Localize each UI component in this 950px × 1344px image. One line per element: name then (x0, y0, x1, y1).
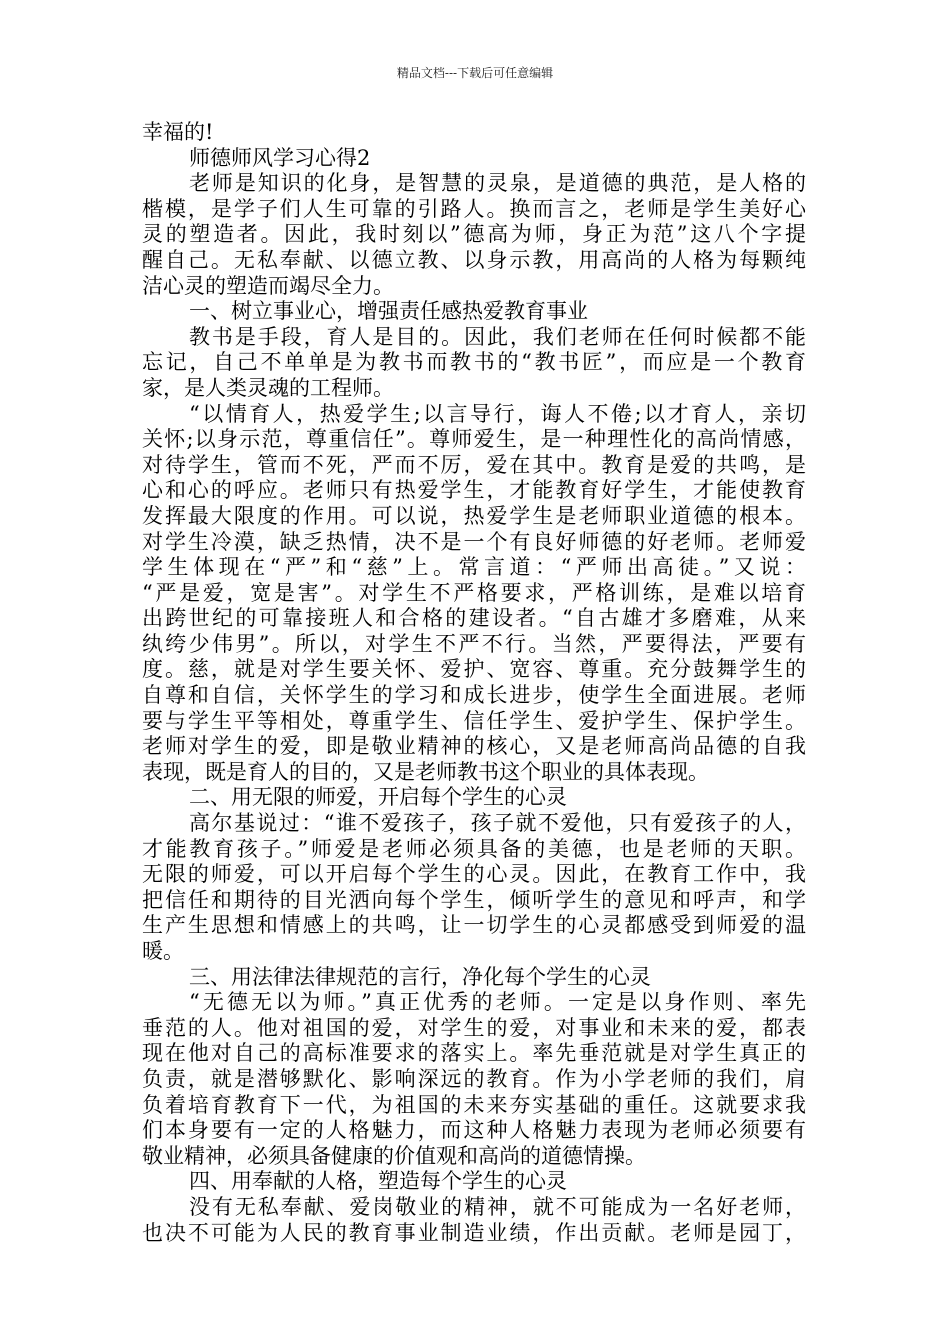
text-line: 把信任和期待的目光洒向每个学生，倾听学生的意见和呼声，和学 (142, 887, 806, 912)
text-line: 洁心灵的塑造而竭尽全力。 (142, 273, 394, 298)
text-line: 也决不可能为人民的教育事业制造业绩，作出贡献。老师是园丁， (142, 1220, 806, 1245)
text-line: 自尊和自信，关怀学生的学习和成长进步，使学生全面进展。老师 (142, 683, 806, 708)
document-body (142, 120, 806, 1246)
text-line: 暖。 (142, 939, 184, 963)
text-line: 发挥最大限度的作用。可以说，热爱学生是老师职业道德的根本。 (142, 503, 806, 528)
text-line: 负责，就是潜够默化、影响深远的教育。作为小学老师的我们，肩 (142, 1066, 806, 1091)
text-line: 教书是手段，育人是目的。因此，我们老师在任何时候都不能 (189, 324, 806, 349)
text-line: 负着培育教育下一代，为祖国的未来夯实基础的重任。这就要求我 (142, 1092, 806, 1117)
section-heading: 四、用奉献的人格，塑造每个学生的心灵 (189, 1169, 567, 1194)
text-line: 纨绔少伟男”。所以，对学生不严不行。当然，严要得法，严要有 (142, 631, 806, 656)
text-line: 学生体现在“严”和“慈”上。常言道：“严师出高徒。”又说： (142, 555, 806, 580)
section-heading: 三、用法律法律规范的言行，净化每个学生的心灵 (189, 964, 651, 989)
section-title: 师德师风学习心得2 (189, 145, 371, 170)
text-line: 度。慈，就是对学生要关怀、爱护、宽容、尊重。充分鼓舞学生的 (142, 657, 806, 682)
text-line: 敬业精神，必须具备健康的价值观和高尚的道德情操。 (142, 1143, 646, 1168)
text-line: 关怀;以身示范，尊重信任”。尊师爱生，是一种理性化的高尚情感， (142, 427, 806, 452)
text-line: “严是爱，宽是害”。对学生不严格要求，严格训练，是难以培育 (142, 580, 806, 605)
text-line: 出跨世纪的可靠接班人和合格的建设者。“自古雄才多磨难，从来 (142, 606, 806, 631)
text-line: “无德无以为师。”真正优秀的老师。一定是以身作则、率先 (189, 990, 806, 1015)
text-line: 表现，既是育人的目的，又是老师教书这个职业的具体表现。 (142, 759, 709, 784)
text-line: 老师对学生的爱，即是敬业精神的核心，又是老师高尚品德的自我 (142, 734, 806, 759)
section-heading: 一、树立事业心，增强责任感热爱教育事业 (189, 299, 588, 324)
text-line: 生产生思想和情感上的共鸣，让一切学生的心灵都感受到师爱的温 (142, 913, 806, 938)
text-line: 高尔基说过：“谁不爱孩子，孩子就不爱他，只有爱孩子的人， (189, 811, 806, 836)
text-line: 垂范的人。他对祖国的爱，对学生的爱，对事业和未来的爱，都表 (142, 1015, 806, 1040)
section-heading: 二、用无限的师爱，开启每个学生的心灵 (189, 785, 567, 810)
text-line: 老师是知识的化身，是智慧的灵泉，是道德的典范，是人格的 (189, 171, 806, 196)
text-line: 要与学生平等相处，尊重学生、信任学生、爱护学生、保护学生。 (142, 708, 806, 733)
text-line: 幸福的! (142, 120, 214, 144)
text-line: 才能教育孩子。”师爱是老师必须具备的美德，也是老师的天职。 (142, 836, 806, 861)
text-line: 无限的师爱，可以开启每个学生的心灵。因此，在教育工作中，我 (142, 862, 806, 887)
text-line: 们本身要有一定的人格魅力，而这种人格魅力表现为老师必须要有 (142, 1118, 806, 1143)
text-line: 现在他对自己的高标准要求的落实上。率先垂范就是对学生真正的 (142, 1041, 806, 1066)
text-line: 家，是人类灵魂的工程师。 (142, 375, 394, 400)
text-line: 楷模，是学子们人生可靠的引路人。换而言之，老师是学生美好心 (142, 196, 806, 221)
text-line: 心和心的呼应。老师只有热爱学生，才能教育好学生，才能使教育 (142, 478, 806, 503)
text-line: 对待学生，管而不死，严而不厉，爱在其中。教育是爱的共鸣，是 (142, 452, 806, 477)
text-line: “以情育人，热爱学生;以言导行，诲人不倦;以才育人，亲切 (189, 401, 806, 426)
text-line: 对学生冷漠，缺乏热情，决不是一个有良好师德的好老师。老师爱 (142, 529, 806, 554)
text-line: 没有无私奉献、爱岗敬业的精神，就不可能成为一名好老师， (189, 1194, 806, 1219)
text-line: 忘记，自己不单单是为教书而教书的“教书匠”，而应是一个教育 (142, 350, 806, 375)
text-line: 灵的塑造者。因此，我时刻以”德高为师，身正为范”这八个字提 (142, 222, 806, 247)
text-line: 醒自己。无私奉献、以德立教、以身示教，用高尚的人格为每颗纯 (142, 247, 806, 272)
page-header: 精品文档---下载后可任意编辑 (396, 66, 554, 80)
